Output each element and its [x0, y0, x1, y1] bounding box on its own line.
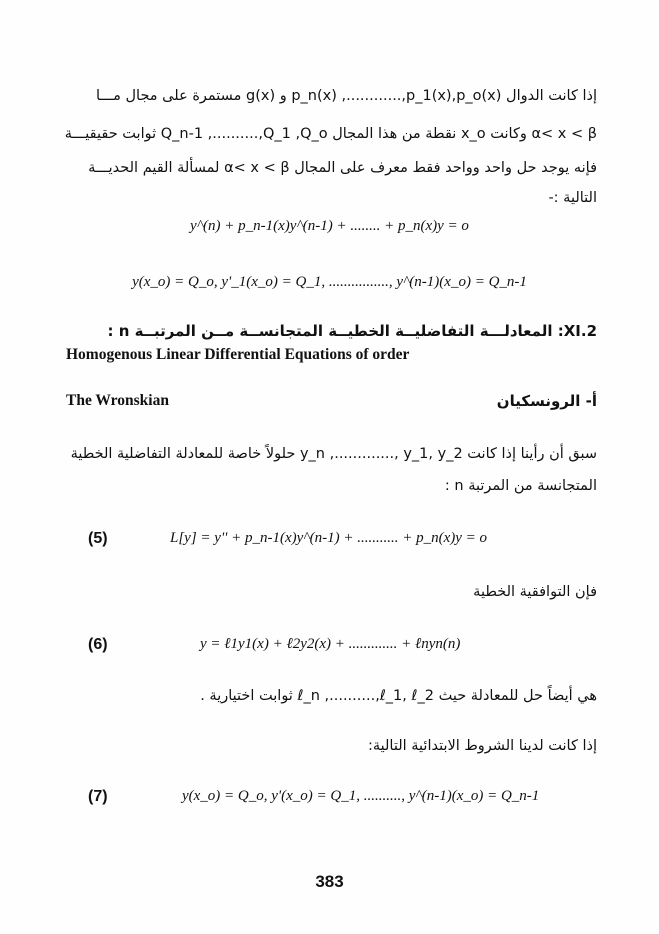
- para2-line2: المتجانسة من المرتبة n :: [444, 478, 597, 494]
- subsection-title-arabic: أ- الرونسكيان: [496, 392, 597, 410]
- equation-ode: y^(n) + p_n-1(x)y^(n-1) + ........ + p_n(x)y = o: [190, 218, 469, 234]
- section-title-english: Homogenous Linear Differential Equations of order: [66, 346, 410, 363]
- equation-7-number: (7): [88, 788, 108, 805]
- page-number: 383: [315, 872, 344, 891]
- equation-initial-conditions: y(x_o) = Q_o, y'_1(x_o) = Q_1, ................, y^(n-1)(x_o) = Q_n-1: [132, 274, 527, 290]
- section-title-arabic: 2.XI: المعادلـــة التفاضليــة الخطيــة المتجانســة مــن المرتبــة n :: [107, 322, 597, 340]
- equation-7: y(x_o) = Q_o, y'(x_o) = Q_1, .........., y^(n-1)(x_o) = Q_n-1: [182, 788, 540, 804]
- para1-line4: التالية :-: [548, 190, 597, 206]
- para4: هي أيضاً حل للمعادلة حيث ℓ_n ,..........,ℓ_1, ℓ_2 ثوابت اختيارية .: [200, 688, 597, 704]
- para1-line3: فإنه يوجد حل واحد وواحد فقط معرف على المجال α< x < β لمسألة القيم الحديـــة: [88, 160, 597, 176]
- equation-6: y = ℓ1y1(x) + ℓ2y2(x) + ............. + ℓnyn(n): [200, 636, 461, 652]
- equation-5-number: (5): [88, 530, 108, 547]
- para1-line2: α< x < β وكانت x_o نقطة من هذا المجال Q_n-1 ,..........,Q_1 ,Q_o ثوابت حقيقيـــة: [64, 126, 597, 142]
- para5: إذا كانت لدينا الشروط الابتدائية التالية:: [367, 738, 597, 754]
- para3: فإن التوافقية الخطية: [473, 584, 597, 600]
- para1-line1: إذا كانت الدوال p_n(x) ,............,p_1(x),p_o(x) و g(x) مستمرة على مجال مـــا: [95, 88, 597, 104]
- equation-5: L[y] = y'' + p_n-1(x)y^(n-1) + ........... + p_n(x)y = o: [170, 530, 488, 546]
- equation-6-number: (6): [88, 636, 108, 653]
- subsection-title-english: The Wronskian: [66, 392, 169, 409]
- para2-line1: سبق أن رأينا إذا كانت y_n ,............., y_1, y_2 حلولاً خاصة للمعادلة التفاضلية الخطية: [70, 446, 597, 462]
